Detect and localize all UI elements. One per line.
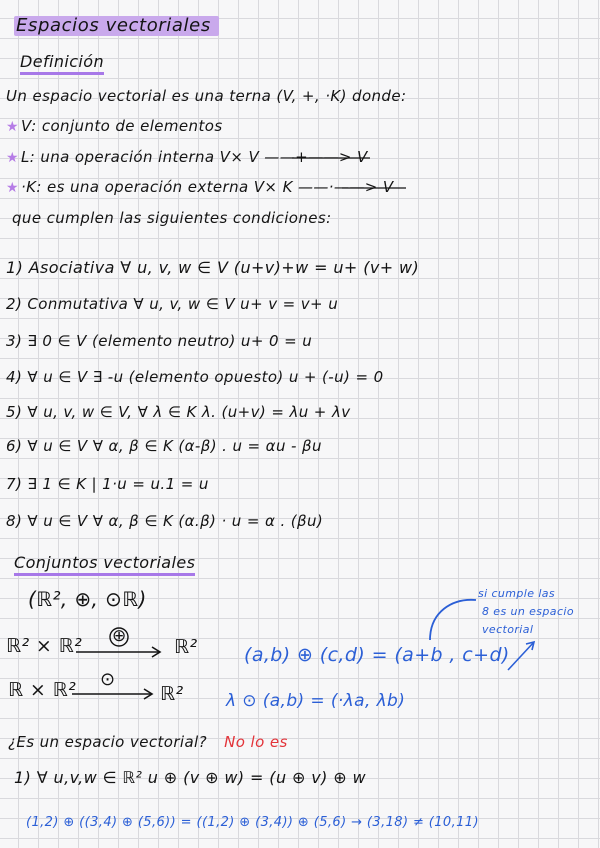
definition-item-set: ★ V: conjunto de elementos: [6, 117, 223, 135]
condition-4: 4) ∀ u ∈ V ∃ -u (elemento opuesto) u + (-u) = 0: [6, 368, 384, 386]
sets-triple: (ℝ², ⊕, ⊙ℝ): [28, 587, 147, 611]
op1-symbol: ⊕: [112, 626, 127, 646]
star-icon: ★: [6, 119, 19, 135]
blue-curve-arrow: [430, 600, 476, 640]
blue-equation-product: λ ⊙ (a,b) = (·λa, λb): [226, 691, 406, 711]
star-icon: ★: [6, 180, 19, 196]
definition-item-external-op: ★ ·K: es una operación externa V× K ——·——> V: [6, 178, 394, 196]
blue-equation-sum: (a,b) ⊕ (c,d) = (a+b , c+d): [244, 644, 510, 666]
blue-example: (1,2) ⊕ ((3,4) ⊕ (5,6)) = ((1,2) ⊕ (3,4)) ⊕ (5,6) → (3,18) ≠ (10,11): [26, 815, 479, 830]
answer-text: No lo es: [224, 733, 288, 751]
op1-arrowhead: [152, 647, 160, 657]
conditions-intro: que cumplen las siguientes condiciones:: [12, 209, 332, 227]
page-title: Espacios vectoriales: [14, 16, 219, 36]
condition-3: 3) ∃ 0 ∈ V (elemento neutro) u+ 0 = u: [6, 332, 313, 350]
op1-right: ℝ²: [174, 636, 198, 658]
condition-2: 2) Conmutativa ∀ u, v, w ∈ V u+ v = v+ u: [6, 295, 339, 313]
definition-heading: Definición: [20, 52, 104, 72]
definition-intro: Un espacio vectorial es una terna (V, +, ·K) donde:: [6, 87, 407, 105]
definition-item-internal-op: ★ L: una operación interna V× V ——+——> V: [6, 148, 368, 166]
condition-1: 1) Asociativa ∀ u, v, w ∈ V (u+v)+w = u+ (v+ w): [6, 258, 420, 277]
condition-6: 6) ∀ u ∈ V ∀ α, β ∈ K (α-β) . u = αu - βu: [6, 437, 322, 455]
blue-note-line-3: vectorial: [482, 623, 534, 636]
blue-note-line-2: 8 es un espacio: [482, 605, 574, 618]
sets-heading: Conjuntos vectoriales: [14, 553, 195, 573]
blue-pointer-arrow: [508, 642, 534, 670]
op2-left: ℝ × ℝ²: [8, 679, 77, 701]
condition-7: 7) ∃ 1 ∈ K | 1·u = u.1 = u: [6, 475, 209, 493]
op2-right: ℝ²: [160, 683, 184, 705]
check-associativity: 1) ∀ u,v,w ∈ ℝ² u ⊕ (v ⊕ w) = (u ⊕ v) ⊕ w: [14, 768, 367, 787]
blue-note-line-1: si cumple las: [478, 587, 556, 600]
condition-5: 5) ∀ u, v, w ∈ V, ∀ λ ∈ K λ. (u+v) = λu + λv: [6, 403, 351, 421]
question-text: ¿Es un espacio vectorial? No lo es: [8, 733, 288, 751]
star-icon: ★: [6, 150, 19, 166]
op2-symbol: ⊙: [100, 669, 116, 690]
blue-pointer-arrowhead: [526, 642, 534, 650]
condition-8: 8) ∀ u ∈ V ∀ α, β ∈ K (α.β) · u = α . (βu): [6, 512, 324, 530]
op2-arrowhead: [144, 689, 152, 699]
op1-left: ℝ² × ℝ²: [6, 635, 83, 657]
